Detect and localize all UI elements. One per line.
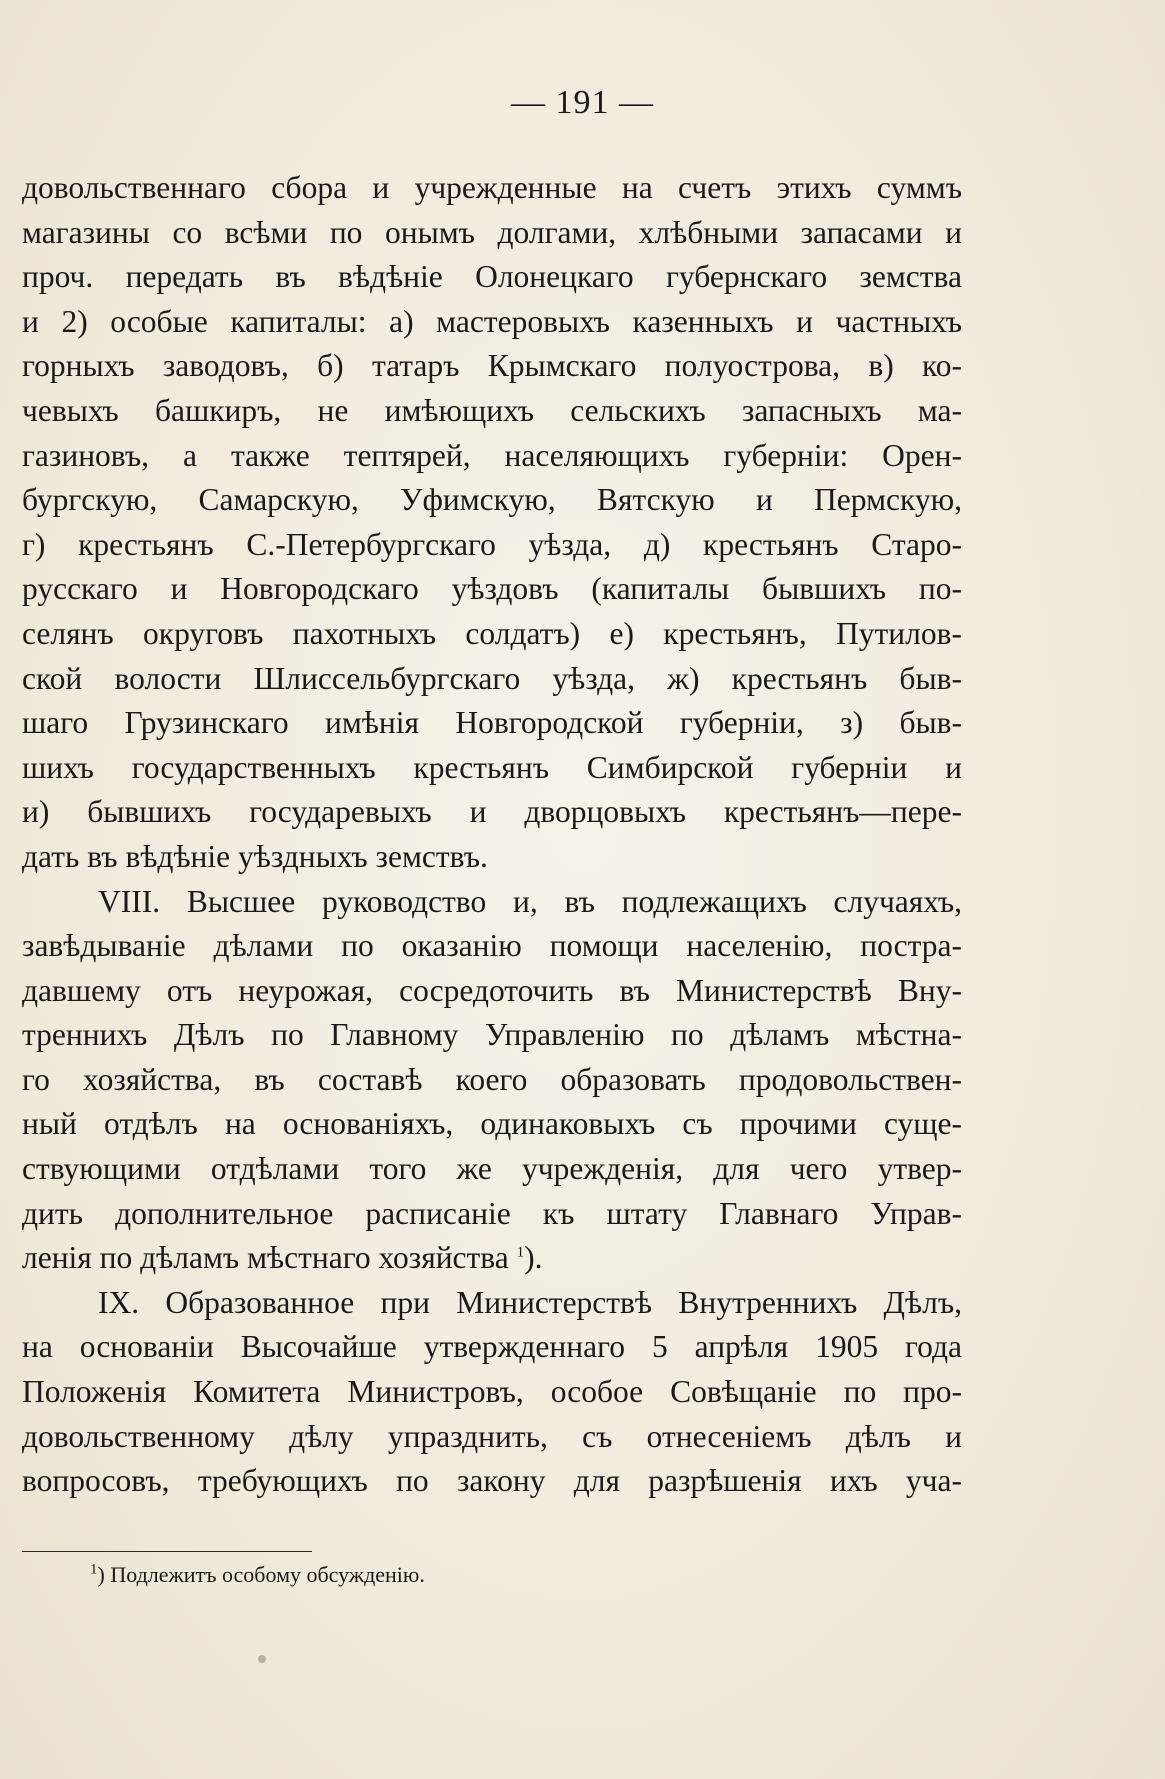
text-line: вопросовъ, требующихъ по закону для разрѣшенія ихъ уча- bbox=[22, 1463, 962, 1499]
text-line: завѣдываніе дѣлами по оказанію помощи населенію, постра- bbox=[22, 928, 962, 964]
text-line: проч. передать въ вѣдѣніе Олонецкаго губернскаго земства bbox=[22, 259, 962, 295]
text-line: и 2) особые капиталы: а) мастеровыхъ казенныхъ и частныхъ bbox=[22, 303, 962, 339]
page-number: — 191 — bbox=[511, 84, 654, 121]
text-line: русскаго и Новгородскаго уѣздовъ (капиталы бывшихъ по- bbox=[22, 571, 962, 607]
text-line: на основаніи Высочайше утвержденнаго 5 апрѣля 1905 года bbox=[22, 1329, 962, 1365]
section-ix-first-line: IX. Образованное при Министерствѣ Внутреннихъ Дѣлъ, bbox=[98, 1284, 962, 1320]
text-line: довольственнаго сбора и учрежденные на счетъ этихъ суммъ bbox=[22, 170, 962, 205]
text-line: горныхъ заводовъ, б) татаръ Крымскаго полуострова, в) ко- bbox=[22, 348, 962, 384]
footnote-marker: 1 bbox=[90, 1561, 98, 1578]
body-text bbox=[22, 166, 962, 1504]
section-viii-first-line: VIII. Высшее руководство и, въ подлежащихъ случаяхъ, bbox=[98, 883, 962, 919]
text-line: чевыхъ башкиръ, не имѣющихъ сельскихъ запасныхъ ма- bbox=[22, 392, 962, 428]
footnote bbox=[90, 1560, 425, 1590]
footnote-divider bbox=[22, 1551, 312, 1552]
ink-spot bbox=[258, 1655, 266, 1663]
text-line: бургскую, Самарскую, Уфимскую, Вятскую и Пермскую, bbox=[22, 482, 962, 518]
text-line: ствующими отдѣлами того же учрежденія, для чего утвер- bbox=[22, 1151, 962, 1187]
text-line: давшему отъ неурожая, сосредоточить въ Министерствѣ Вну- bbox=[22, 972, 962, 1008]
text-line: треннихъ Дѣлъ по Главному Управленію по дѣламъ мѣстна- bbox=[22, 1017, 962, 1053]
footnote-reference-tail: ). bbox=[524, 1240, 543, 1276]
text-line: шаго Грузинскаго имѣнія Новгородской губерніи, з) быв- bbox=[22, 705, 962, 741]
text-line-content: ленія по дѣламъ мѣстнаго хозяйства bbox=[22, 1240, 509, 1276]
text-line: магазины со всѣми по онымъ долгами, хлѣбными запасами и bbox=[22, 214, 962, 250]
text-line: дать въ вѣдѣніе уѣздныхъ земствъ. bbox=[22, 838, 488, 874]
text-line: ный отдѣлъ на основаніяхъ, одинаковыхъ съ прочими суще- bbox=[22, 1106, 962, 1142]
footnote-reference: 1 bbox=[516, 1244, 525, 1261]
text-line: Положенія Комитета Министровъ, особое Совѣщаніе по про- bbox=[22, 1374, 962, 1410]
text-line: дить дополнительное расписаніе къ штату Главнаго Управ- bbox=[22, 1195, 962, 1231]
text-line-with-footnote-ref bbox=[22, 1236, 962, 1281]
text-line: г) крестьянъ С.-Петербургскаго уѣзда, д) крестьянъ Старо- bbox=[22, 526, 962, 562]
text-line: шихъ государственныхъ крестьянъ Симбирской губерніи и bbox=[22, 749, 962, 785]
text-line: довольственному дѣлу упразднить, съ отнесеніемъ дѣлъ и bbox=[22, 1418, 962, 1454]
text-line: селянъ округовъ пахотныхъ солдатъ) е) крестьянъ, Путилов- bbox=[22, 615, 962, 651]
text-line: ской волости Шлиссельбургскаго уѣзда, ж) крестьянъ быв- bbox=[22, 660, 962, 696]
text-line: газиновъ, а также тептярей, населяющихъ губерніи: Орен- bbox=[22, 437, 962, 473]
text-line: го хозяйства, въ составѣ коего образовать продовольствен- bbox=[22, 1061, 962, 1097]
footnote-text: ) Подлежитъ особому обсужденію. bbox=[97, 1562, 425, 1587]
text-line: и) бывшихъ государевыхъ и дворцовыхъ крестьянъ—пере- bbox=[22, 794, 962, 830]
